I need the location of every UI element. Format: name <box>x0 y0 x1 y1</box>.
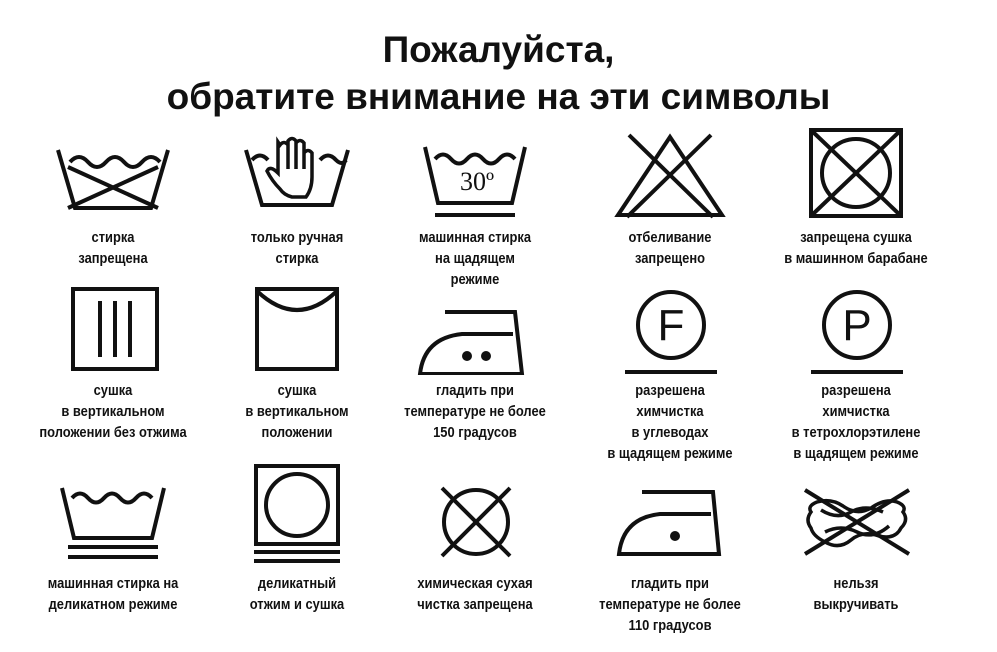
symbol-label: деликатный отжим и сушка <box>249 575 345 613</box>
dry-clean-letter: F <box>657 301 685 350</box>
dry-clean-letter: P <box>842 301 872 350</box>
title-line-1: Пожалуйста, <box>382 29 615 70</box>
symbol-label: машинная стирка на деликатном режиме <box>47 575 179 613</box>
symbol-label: сушка в вертикальном положении без отжима <box>39 382 187 441</box>
iron-low-icon <box>605 480 735 565</box>
hand-wash-icon <box>232 135 362 220</box>
symbol-label: гладить при температуре не более 150 градусов <box>404 382 546 441</box>
no-wash-icon <box>48 135 178 220</box>
symbol-label: машинная стирка на щадящем режиме <box>418 229 532 288</box>
symbol-label: только ручная стирка <box>250 229 344 267</box>
symbol-label: сушка в вертикальном положении <box>245 382 349 441</box>
symbol-label: запрещена сушка в машинном барабане <box>784 229 928 267</box>
gentle-machine-wash-30-icon <box>410 135 540 225</box>
drip-dry-icon <box>48 285 178 375</box>
no-tumble-dry-icon <box>791 122 921 222</box>
delicate-tumble-dry-icon <box>232 460 362 565</box>
line-dry-icon <box>232 285 362 375</box>
symbol-label: химическая сухая чистка запрещена <box>417 575 533 613</box>
symbol-label: стирка запрещена <box>78 229 148 267</box>
symbol-label: гладить при температуре не более 110 градусов <box>599 575 741 634</box>
symbol-label: разрешена химчистка в тетрохлорэтилене в щадящем режиме <box>791 382 921 462</box>
iron-medium-icon <box>410 290 540 375</box>
symbol-label: разрешена химчистка в углеводах в щадящем режиме <box>607 382 733 462</box>
temperature-label: 30º <box>459 167 495 196</box>
delicate-machine-wash-icon <box>48 480 178 565</box>
dry-clean-p-icon <box>791 285 921 375</box>
dry-clean-f-icon <box>605 285 735 375</box>
symbol-label: отбеливание запрещено <box>628 229 712 267</box>
symbol-label: нельзя выкручивать <box>813 575 899 613</box>
no-wring-icon <box>791 480 921 565</box>
page-title <box>0 26 997 120</box>
no-bleach-icon <box>605 125 735 220</box>
title-line-2: обратите внимание на эти символы <box>166 76 831 117</box>
no-dry-clean-icon <box>410 480 540 565</box>
